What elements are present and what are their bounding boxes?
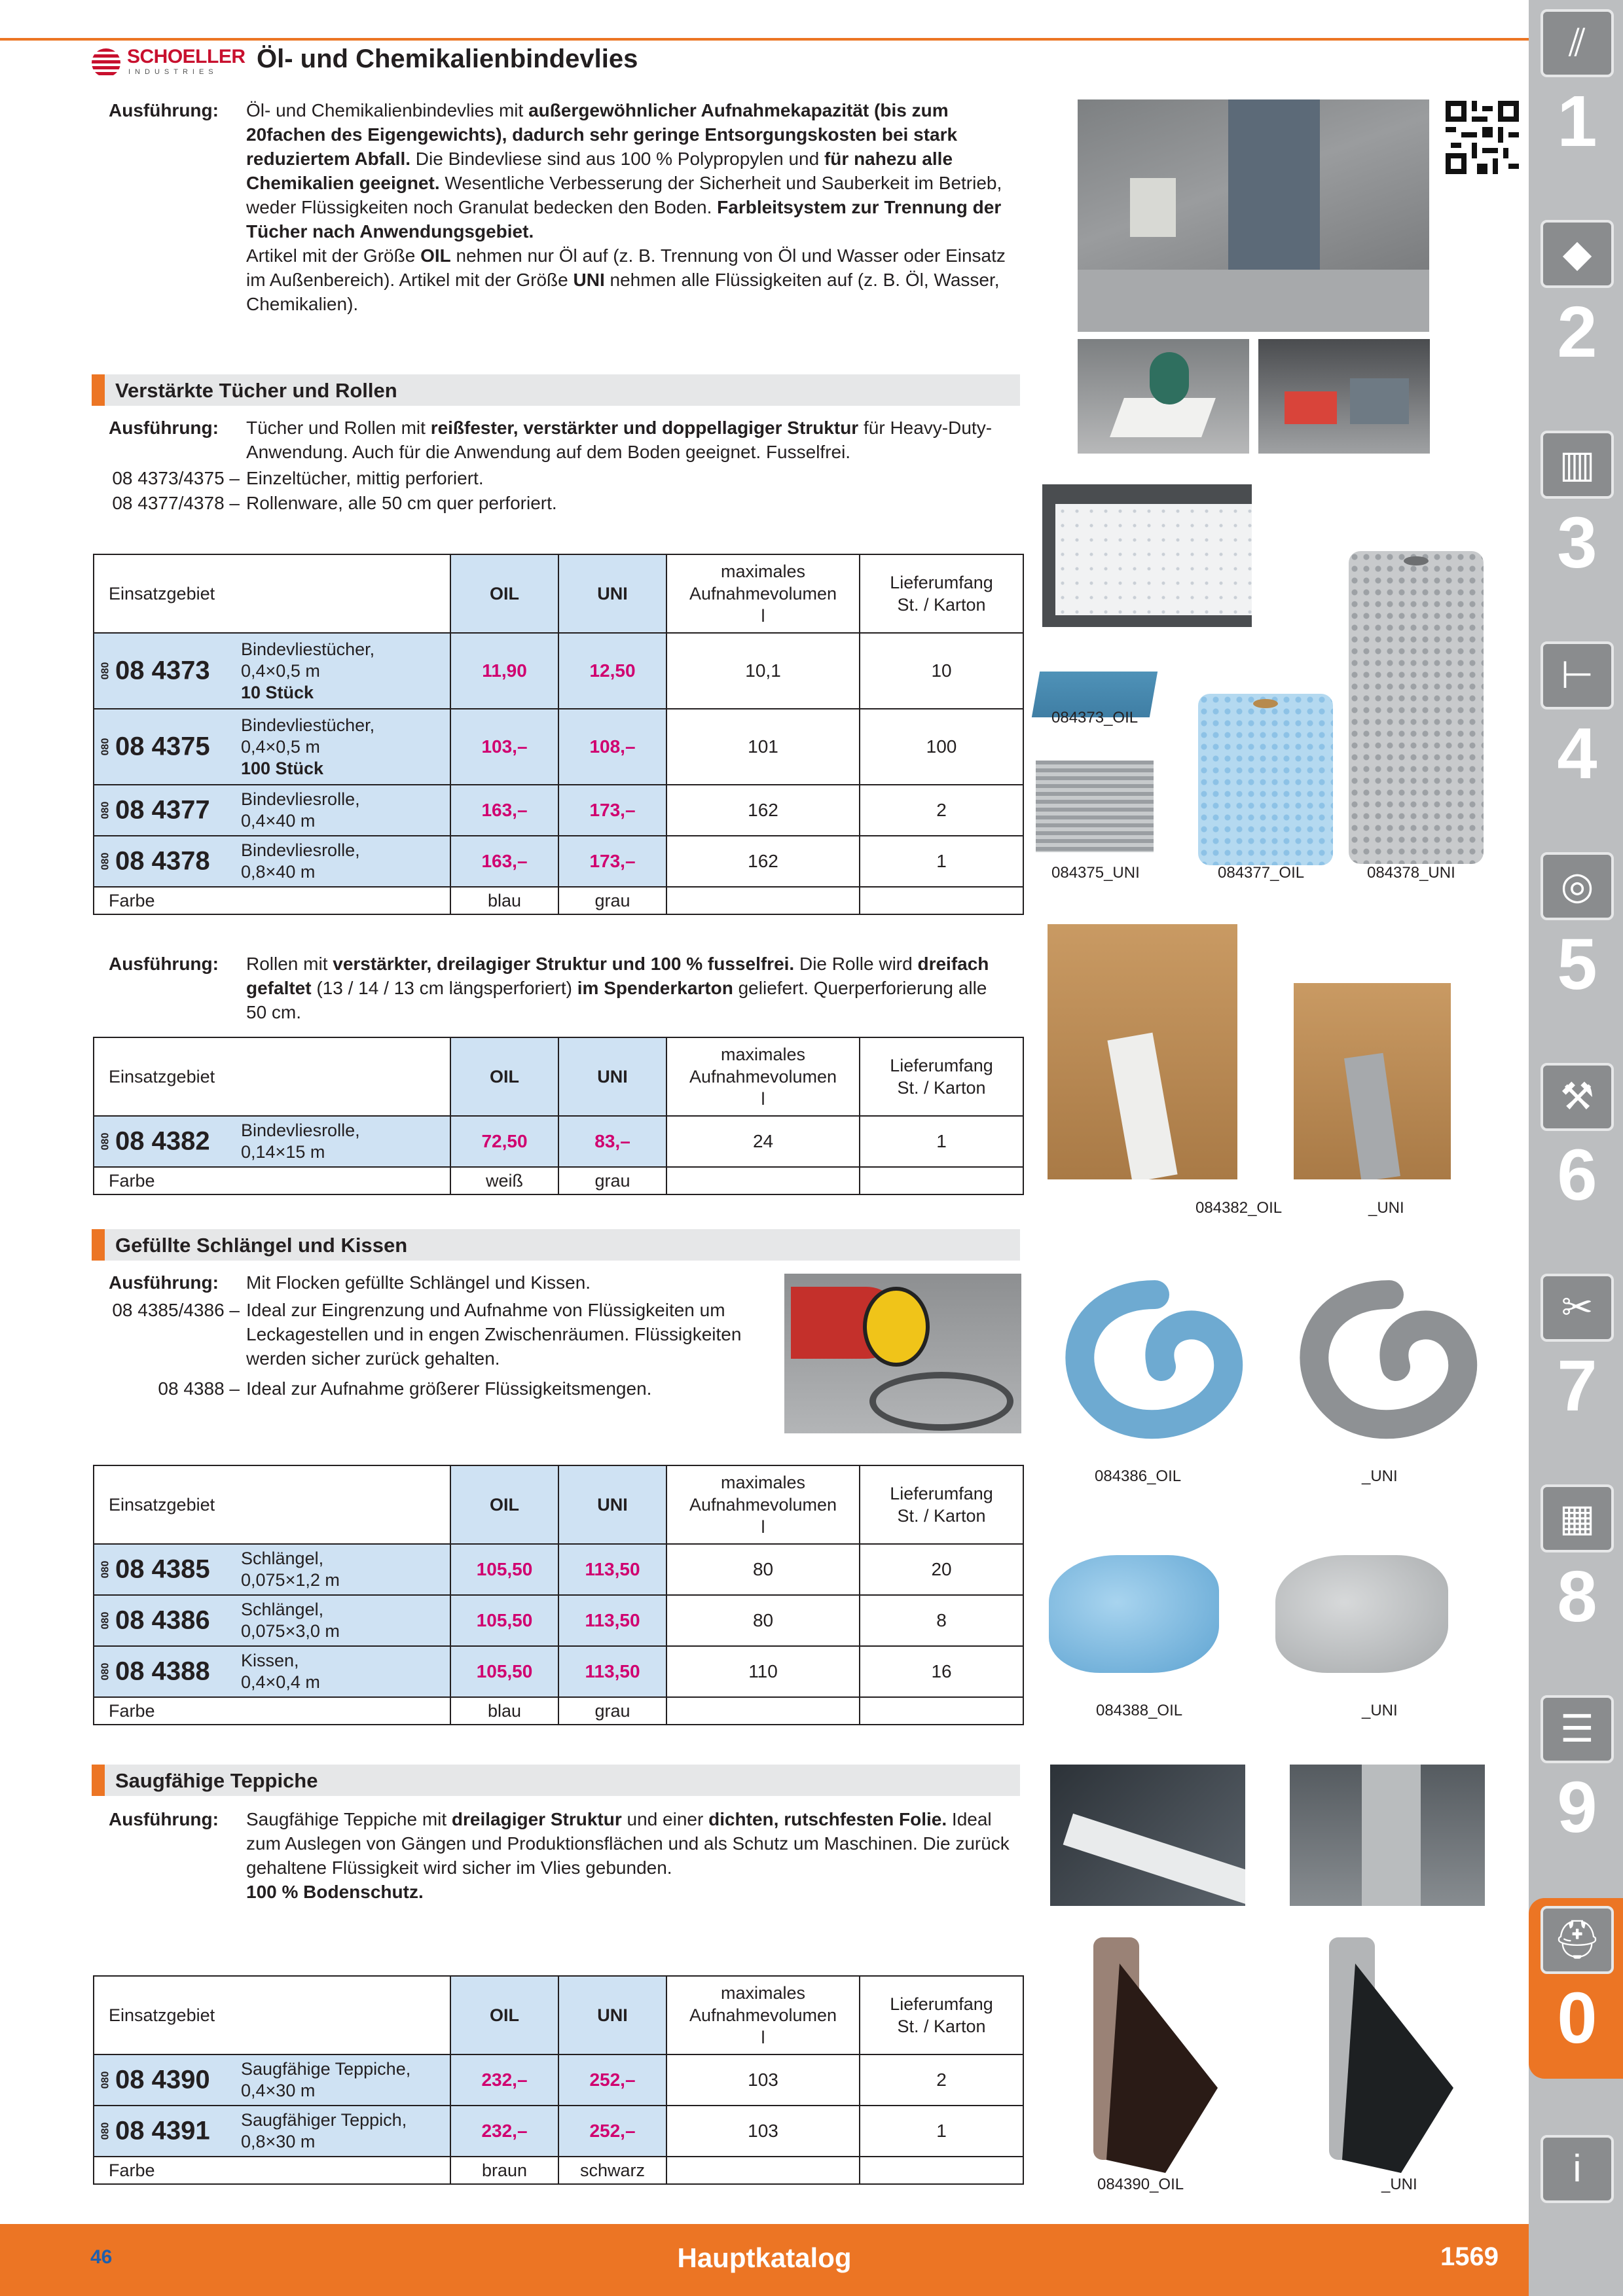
header-lieferumfang: Lieferumfang St. / Karton (860, 1037, 1023, 1116)
header-lieferumfang: Lieferumfang St. / Karton (860, 554, 1023, 633)
pack-quantity: 100 (860, 709, 1023, 785)
table-row (94, 1595, 1023, 1646)
price-oil: 105,50 (450, 1646, 558, 1697)
photo-084378-uni (1349, 551, 1484, 864)
article-description: Bindevliestücher, 0,4×0,5 m 100 Stück (234, 709, 450, 785)
qr-code[interactable] (1446, 101, 1519, 174)
article-description: Bindevliesrolle, 0,8×40 m (234, 836, 450, 887)
table-row (94, 1544, 1023, 1595)
line-text: Ideal zur Eingrenzung und Aufnahme von Flüssigkeiten um Leckagestellen und in engen Zwischenräumen. Flüssigkeiten werden sicher zurück gehalten. (246, 1300, 742, 1369)
absorption-volume: 110 (666, 1646, 860, 1697)
toolbox-icon: ▦ (1541, 1484, 1614, 1552)
header-einsatzgebiet: Einsatzgebiet (94, 1037, 450, 1116)
sec2-label: Ausführung: (109, 1272, 219, 1293)
pack-quantity: 8 (860, 1595, 1023, 1646)
article-number[interactable]: 080 08 4385 (94, 1544, 234, 1595)
product-table (93, 1975, 1024, 2185)
line-prefix: 08 4377/4378 – (112, 493, 240, 513)
logo-name: SCHOELLER (127, 46, 246, 67)
chapter-digit: 6 (1557, 1135, 1597, 1215)
color-uni: grau (558, 1697, 666, 1725)
chapter-tab-column (1529, 0, 1623, 2296)
photo-dispenser-box-uni (1294, 983, 1451, 1179)
absorption-volume: 101 (666, 709, 860, 785)
photo-084388-uni (1275, 1555, 1448, 1673)
section-header-schlaengel (92, 1229, 1020, 1261)
header-rule (0, 38, 1529, 41)
article-description: Schlängel, 0,075×1,2 m (234, 1544, 450, 1595)
caption: 084378_UNI (1367, 864, 1455, 882)
photo-084386-oil (1050, 1275, 1260, 1452)
color-label: Farbe (94, 887, 450, 914)
line-prefix: 08 4385/4386 – (112, 1300, 240, 1320)
caption: 084382_OIL (1195, 1199, 1283, 1217)
color-row (94, 887, 1023, 914)
footer-page-number: 1569 (1440, 2242, 1499, 2271)
line-text: Rollenware, alle 50 cm quer perforiert. (246, 493, 557, 513)
saw-blade-icon: ◎ (1541, 852, 1614, 920)
article-number[interactable]: 080 08 4391 (94, 2106, 234, 2157)
photo-084390-oil (1080, 1937, 1224, 2173)
header-einsatzgebiet: Einsatzgebiet (94, 1465, 450, 1544)
price-oil: 105,50 (450, 1595, 558, 1646)
line-text: Ideal zur Aufnahme größerer Flüssigkeitsmengen. (246, 1378, 652, 1399)
line-prefix: 08 4373/4375 – (112, 468, 240, 488)
color-label: Farbe (94, 1167, 450, 1194)
header-uni: UNI (558, 1976, 666, 2054)
photo-drum-leak (784, 1274, 1021, 1433)
intro-text: Öl- und Chemikalienbindevlies mit außergewöhnlicher Aufnahmekapazität (bis zum 20fachen des Eigengewichts), dadurch sehr geringe Entsorgungskosten bei stark reduziertem Abfall. Die Bindevliese sind aus 100 % Polypropylen und für nahezu alle Chemikalien geeignet. Wesentliche Verbesserung der Sicherheit und Sauberkeit im Betrieb, weder Flüssigkeiten noch Granulat bedecken den Boden. Farbleitsystem zur Trennung der Tücher nach Anwendungsgebiet. Artikel mit der Größe OIL nehmen nur Öl auf (z. B. Trennung von Öl und Wasser oder Einsatz im Außenbereich). Artikel mit der Größe UNI nehmen alle Flüssigkeiten auf (z. B. Öl, Wasser, Chemikalien). (246, 100, 1006, 314)
price-uni: 113,50 (558, 1646, 666, 1697)
chapter-digit: 4 (1557, 713, 1597, 794)
article-description: Bindevliestücher, 0,4×0,5 m 10 Stück (234, 633, 450, 709)
logo-subtitle: INDUSTRIES (128, 68, 218, 76)
section-title: Gefüllte Schlängel und Kissen (115, 1234, 408, 1257)
chapter-digit: 9 (1557, 1767, 1597, 1848)
header-volume: maximales Aufnahmevolumen l (666, 1037, 860, 1116)
pack-quantity: 2 (860, 2054, 1023, 2106)
pliers-icon: ✂ (1541, 1274, 1614, 1342)
article-number[interactable]: 080 08 4375 (94, 709, 234, 785)
article-number[interactable]: 080 08 4377 (94, 785, 234, 836)
price-oil: 163,– (450, 785, 558, 836)
price-oil: 72,50 (450, 1116, 558, 1167)
table-row (94, 1646, 1023, 1697)
caption: 084388_OIL (1096, 1702, 1183, 1719)
caption: _UNI (1362, 1467, 1398, 1485)
caption: 084377_OIL (1218, 864, 1305, 882)
photo-perforated-sheets (1042, 484, 1252, 627)
chapter-digit: 0 (1557, 1978, 1597, 2058)
header-einsatzgebiet: Einsatzgebiet (94, 554, 450, 633)
color-uni: grau (558, 887, 666, 914)
intro-label: Ausführung: (109, 100, 219, 120)
table-row (94, 785, 1023, 836)
photo-084377-oil (1198, 694, 1333, 865)
caption: 084373_OIL (1051, 709, 1139, 726)
header-oil: OIL (450, 554, 558, 633)
color-oil: braun (450, 2157, 558, 2184)
table-row (94, 1116, 1023, 1167)
photo-084386-uni (1285, 1275, 1494, 1452)
pack-quantity: 1 (860, 2106, 1023, 2157)
price-oil: 232,– (450, 2054, 558, 2106)
info-icon: i (1541, 2135, 1614, 2203)
chapter-digit: 3 (1557, 503, 1597, 583)
caption: _UNI (1368, 1199, 1404, 1217)
header-volume: maximales Aufnahmevolumen l (666, 554, 860, 633)
photo-carpet-walkway (1290, 1765, 1485, 1906)
caption: 084386_OIL (1095, 1467, 1182, 1485)
product-table (93, 554, 1024, 915)
color-uni: grau (558, 1167, 666, 1194)
price-uni: 252,– (558, 2106, 666, 2157)
header-volume: maximales Aufnahmevolumen l (666, 1465, 860, 1544)
absorption-volume: 162 (666, 785, 860, 836)
header-lieferumfang: Lieferumfang St. / Karton (860, 1465, 1023, 1544)
header-oil: OIL (450, 1037, 558, 1116)
logo-mark-icon (92, 48, 120, 77)
header-uni: UNI (558, 1465, 666, 1544)
photo-084375-uni (1036, 761, 1154, 852)
price-oil: 232,– (450, 2106, 558, 2157)
color-label: Farbe (94, 1697, 450, 1725)
header-volume: maximales Aufnahmevolumen l (666, 1976, 860, 2054)
color-oil: blau (450, 887, 558, 914)
photo-084388-oil (1049, 1555, 1219, 1673)
sec3-text: Saugfähige Teppiche mit dreilagiger Struktur und einer dichten, rutschfesten Folie. Ideal zum Auslegen von Gängen und Produktionsflächen und als Schutz um Maschinen. Die zurück gehaltene Flüssigkeit wird sicher im Vlies gebunden. 100 % Bodenschutz. (246, 1809, 1010, 1902)
sec1-text: Tücher und Rollen mit reißfester, verstärkter und doppellagiger Struktur für Heavy-Duty-Anwendung. Auch für die Anwendung auf dem Boden geeignet. Fusselfrei. (246, 418, 993, 462)
absorption-volume: 80 (666, 1595, 860, 1646)
color-row (94, 1697, 1023, 1725)
pack-quantity: 10 (860, 633, 1023, 709)
caption: _UNI (1362, 1702, 1398, 1719)
section-title: Saugfähige Teppiche (115, 1769, 318, 1792)
price-uni: 12,50 (558, 633, 666, 709)
header-lieferumfang: Lieferumfang St. / Karton (860, 1976, 1023, 2054)
footer-bar (0, 2224, 1529, 2296)
price-oil: 103,– (450, 709, 558, 785)
color-row (94, 2157, 1023, 2184)
photo-dispenser-box-oil (1048, 924, 1237, 1179)
table-header-row (94, 554, 1023, 633)
absorption-volume: 24 (666, 1116, 860, 1167)
sec1-label: Ausführung: (109, 418, 219, 438)
article-number[interactable]: 080 08 4378 (94, 836, 234, 887)
price-uni: 113,50 (558, 1595, 666, 1646)
header-uni: UNI (558, 1037, 666, 1116)
price-uni: 252,– (558, 2054, 666, 2106)
price-oil: 11,90 (450, 633, 558, 709)
article-description: Saugfähige Teppiche, 0,4×30 m (234, 2054, 450, 2106)
table-header-row (94, 1037, 1023, 1116)
drill-bit-icon: ⫽ (1541, 9, 1614, 77)
article-description: Schlängel, 0,075×3,0 m (234, 1595, 450, 1646)
table-row (94, 2054, 1023, 2106)
article-description: Bindevliesrolle, 0,4×40 m (234, 785, 450, 836)
table-row (94, 633, 1023, 709)
photo-machine-parts (1258, 339, 1430, 454)
section-title: Verstärkte Tücher und Rollen (115, 379, 397, 402)
pack-quantity: 1 (860, 836, 1023, 887)
absorption-volume: 10,1 (666, 633, 860, 709)
section-header-tuecher (92, 374, 1020, 406)
price-oil: 163,– (450, 836, 558, 887)
footer-catalog-title: Hauptkatalog (677, 2242, 852, 2273)
price-uni: 173,– (558, 836, 666, 887)
chapter-digit: 1 (1557, 81, 1597, 162)
table-row (94, 836, 1023, 887)
sec1b-label: Ausführung: (109, 954, 219, 974)
color-uni: schwarz (558, 2157, 666, 2184)
color-oil: weiß (450, 1167, 558, 1194)
pack-quantity: 1 (860, 1116, 1023, 1167)
color-oil: blau (450, 1697, 558, 1725)
sec2-text: Mit Flocken gefüllte Schlängel und Kissen. (246, 1272, 591, 1293)
article-number[interactable]: 080 08 4382 (94, 1116, 234, 1167)
line-prefix: 08 4388 – (158, 1378, 240, 1399)
photo-workshop-floor (1078, 99, 1429, 332)
price-uni: 113,50 (558, 1544, 666, 1595)
header-oil: OIL (450, 1976, 558, 2054)
insert-icon: ◆ (1541, 220, 1614, 288)
chapter-digit: 7 (1557, 1346, 1597, 1426)
color-label: Farbe (94, 2157, 450, 2184)
sec1b-text: Rollen mit verstärkter, dreilagiger Struktur und 100 % fusselfrei. Die Rolle wird dreifach gefaltet (13 / 14 / 13 cm längsperforiert) im Spenderkarton geliefert. Querperforierung alle 50 cm. (246, 954, 989, 1022)
product-table (93, 1465, 1024, 1725)
article-description: Bindevliesrolle, 0,14×15 m (234, 1116, 450, 1167)
article-number[interactable]: 080 08 4373 (94, 633, 234, 709)
product-table (93, 1037, 1024, 1195)
caliper-icon: ⊢ (1541, 641, 1614, 709)
caption: 084390_OIL (1097, 2176, 1184, 2193)
table-row (94, 2106, 1023, 2157)
price-uni: 108,– (558, 709, 666, 785)
header-oil: OIL (450, 1465, 558, 1544)
caption: _UNI (1381, 2176, 1417, 2193)
wrench-icon: ⚒ (1541, 1063, 1614, 1131)
price-oil: 105,50 (450, 1544, 558, 1595)
absorption-volume: 80 (666, 1544, 860, 1595)
chapter-digit: 8 (1557, 1556, 1597, 1637)
sec3-label: Ausführung: (109, 1809, 219, 1829)
page-title: Öl- und Chemikalienbindevlies (257, 45, 638, 73)
cabinet-icon: ☰ (1541, 1695, 1614, 1763)
article-description: Kissen, 0,4×0,4 m (234, 1646, 450, 1697)
article-number[interactable]: 080 08 4388 (94, 1646, 234, 1697)
chapter-digit: 5 (1557, 924, 1597, 1005)
table-header-row (94, 1465, 1023, 1544)
table-row (94, 709, 1023, 785)
article-description: Saugfähiger Teppich, 0,8×30 m (234, 2106, 450, 2157)
company-logo (92, 46, 246, 82)
header-einsatzgebiet: Einsatzgebiet (94, 1976, 450, 2054)
chapter-digit: 2 (1557, 292, 1597, 372)
pack-quantity: 16 (860, 1646, 1023, 1697)
article-number[interactable]: 080 08 4390 (94, 2054, 234, 2106)
article-number[interactable]: 080 08 4386 (94, 1595, 234, 1646)
photo-wiping-spill (1078, 339, 1249, 454)
footer-page-left: 46 (90, 2246, 113, 2268)
header-uni: UNI (558, 554, 666, 633)
absorption-volume: 162 (666, 836, 860, 887)
line-text: Einzeltücher, mittig perforiert. (246, 468, 484, 488)
color-row (94, 1167, 1023, 1194)
section-header-teppiche (92, 1765, 1020, 1796)
photo-carpet-layers (1050, 1765, 1245, 1906)
pack-quantity: 20 (860, 1544, 1023, 1595)
absorption-volume: 103 (666, 2054, 860, 2106)
photo-084390-uni (1316, 1937, 1460, 2173)
table-header-row (94, 1976, 1023, 2054)
absorption-volume: 103 (666, 2106, 860, 2157)
price-uni: 83,– (558, 1116, 666, 1167)
caption: 084375_UNI (1051, 864, 1140, 882)
pack-quantity: 2 (860, 785, 1023, 836)
price-uni: 173,– (558, 785, 666, 836)
chuck-icon: ▥ (1541, 431, 1614, 499)
safety-gear-icon: ⛑ (1541, 1906, 1614, 1974)
